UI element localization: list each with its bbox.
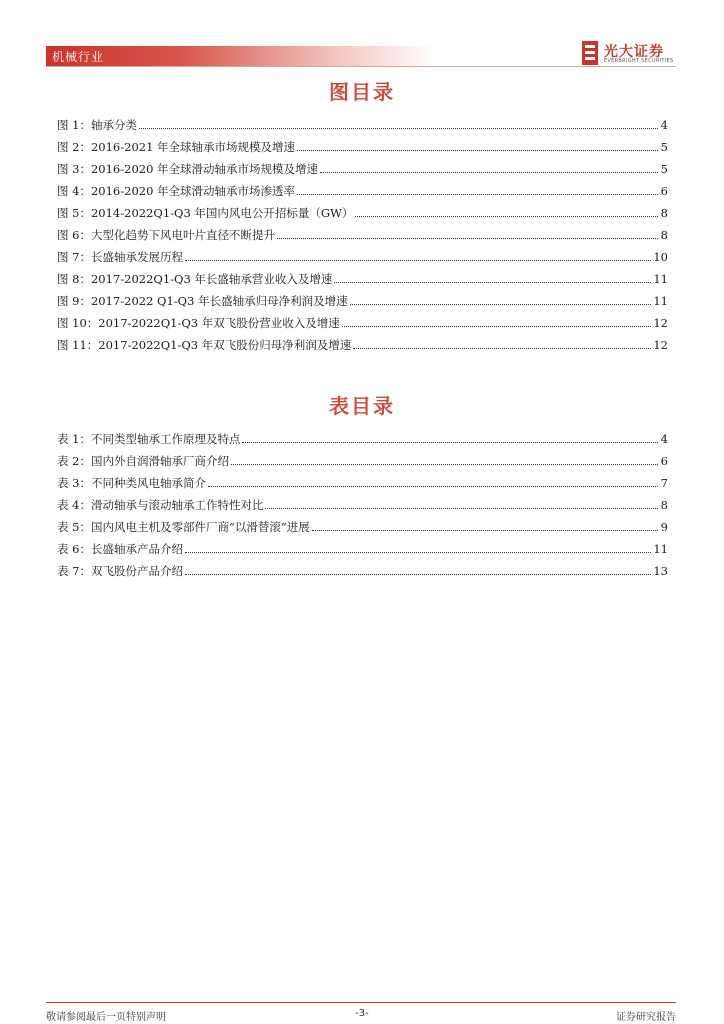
table-entry-page: 11 xyxy=(653,542,668,556)
figure-entry-page: 4 xyxy=(660,118,668,132)
dot-leader xyxy=(231,464,658,465)
table-contents-list xyxy=(57,424,668,578)
dot-leader xyxy=(185,574,651,575)
industry-label: 机械行业 xyxy=(52,50,105,64)
table-entry[interactable] xyxy=(57,534,668,556)
figure-entry-label: 图 8：2017-2022Q1-Q3 年长盛轴承营业收入及增速 xyxy=(57,272,333,286)
table-entry[interactable] xyxy=(57,446,668,468)
logo-chinese-name: 光大证券 xyxy=(604,44,664,60)
figure-entry[interactable] xyxy=(57,132,668,154)
figure-entry-page: 8 xyxy=(660,206,668,220)
figure-entry[interactable] xyxy=(57,110,668,132)
figure-entry-label: 图 9：2017-2022 Q1-Q3 年长盛轴承归母净利润及增速 xyxy=(57,294,348,308)
dot-leader xyxy=(277,238,658,239)
table-entry[interactable] xyxy=(57,468,668,490)
figure-entry[interactable] xyxy=(57,242,668,264)
table-entry-label: 表 7：双飞股份产品介绍 xyxy=(57,564,183,578)
dot-leader xyxy=(242,442,658,443)
figure-entry-page: 10 xyxy=(653,250,668,264)
table-entry-page: 9 xyxy=(660,520,668,534)
figure-entry-label: 图 5：2014-2022Q1-Q3 年国内风电公开招标量（GW） xyxy=(57,206,354,220)
table-entry-page: 6 xyxy=(660,454,668,468)
dot-leader xyxy=(342,326,652,327)
header-industry-band xyxy=(46,46,436,66)
figure-entry-label: 图 2：2016-2021 年全球轴承市场规模及增速 xyxy=(57,140,296,154)
table-entry-label: 表 5：国内风电主机及零部件厂商“以滑替滚”进展 xyxy=(57,520,310,534)
table-entry-label: 表 1：不同类型轴承工作原理及特点 xyxy=(57,432,241,446)
company-logo xyxy=(580,40,680,66)
dot-leader xyxy=(350,304,652,305)
figure-entry-label: 图 3：2016-2020 年全球滑动轴承市场规模及增速 xyxy=(57,162,319,176)
table-entry-page: 8 xyxy=(660,498,668,512)
figure-entry-page: 12 xyxy=(653,316,668,330)
table-entry-page: 7 xyxy=(660,476,668,490)
figure-entry[interactable] xyxy=(57,264,668,286)
footer-disclaimer: 敬请参阅最后一页特别声明 xyxy=(46,1012,166,1023)
dot-leader xyxy=(320,172,658,173)
table-entry[interactable] xyxy=(57,556,668,578)
dot-leader xyxy=(353,348,651,349)
logo-mark-icon xyxy=(580,40,600,66)
table-entry-page: 4 xyxy=(660,432,668,446)
dot-leader xyxy=(208,486,658,487)
figure-entry-label: 图 7：长盛轴承发展历程 xyxy=(57,250,183,264)
logo-english-name: EVERBRIGHT SECURITIES xyxy=(604,58,674,64)
dot-leader xyxy=(334,282,651,283)
figure-entry-page: 11 xyxy=(653,294,668,308)
header-divider xyxy=(46,66,676,67)
figure-entry[interactable] xyxy=(57,220,668,242)
dot-leader xyxy=(312,530,658,531)
figure-entry[interactable] xyxy=(57,176,668,198)
figure-entry[interactable] xyxy=(57,198,668,220)
table-entry[interactable] xyxy=(57,512,668,534)
table-entry-label: 表 6：长盛轴承产品介绍 xyxy=(57,542,183,556)
table-entry-label: 表 2：国内外自润滑轴承厂商介绍 xyxy=(57,454,229,468)
table-entry[interactable] xyxy=(57,424,668,446)
figure-entry-page: 12 xyxy=(653,338,668,352)
table-entry-page: 13 xyxy=(653,564,668,578)
dot-leader xyxy=(185,552,651,553)
figure-entry-label: 图 4：2016-2020 年全球滑动轴承市场渗透率 xyxy=(57,184,296,198)
dot-leader xyxy=(185,260,651,261)
dot-leader xyxy=(297,150,658,151)
figure-entry[interactable] xyxy=(57,154,668,176)
footer-report-type: 证券研究报告 xyxy=(616,1012,676,1023)
figure-entry-page: 11 xyxy=(653,272,668,286)
figure-entry-page: 8 xyxy=(660,228,668,242)
table-entry-label: 表 3：不同种类风电轴承简介 xyxy=(57,476,206,490)
figure-entry-label: 图 10：2017-2022Q1-Q3 年双飞股份营业收入及增速 xyxy=(57,316,340,330)
figure-entry-label: 图 6：大型化趋势下风电叶片直径不断提升 xyxy=(57,228,275,242)
figure-entry[interactable] xyxy=(57,286,668,308)
dot-leader xyxy=(139,128,658,129)
figure-contents-list xyxy=(57,110,668,352)
figure-contents-title: 图目录 xyxy=(329,80,395,104)
dot-leader xyxy=(297,194,658,195)
figure-entry[interactable] xyxy=(57,308,668,330)
table-entry[interactable] xyxy=(57,490,668,512)
figure-entry-page: 5 xyxy=(660,162,668,176)
figure-entry-label: 图 11：2017-2022Q1-Q3 年双飞股份归母净利润及增速 xyxy=(57,338,352,352)
figure-entry-page: 6 xyxy=(660,184,668,198)
figure-entry-label: 图 1：轴承分类 xyxy=(57,118,137,132)
dot-leader xyxy=(265,508,658,509)
figure-entry[interactable] xyxy=(57,330,668,352)
table-contents-title: 表目录 xyxy=(329,394,395,418)
figure-entry-page: 5 xyxy=(660,140,668,154)
table-entry-label: 表 4：滑动轴承与滚动轴承工作特性对比 xyxy=(57,498,264,512)
footer-divider xyxy=(46,1002,676,1003)
page-number: -3- xyxy=(355,1008,369,1019)
dot-leader xyxy=(355,216,658,217)
